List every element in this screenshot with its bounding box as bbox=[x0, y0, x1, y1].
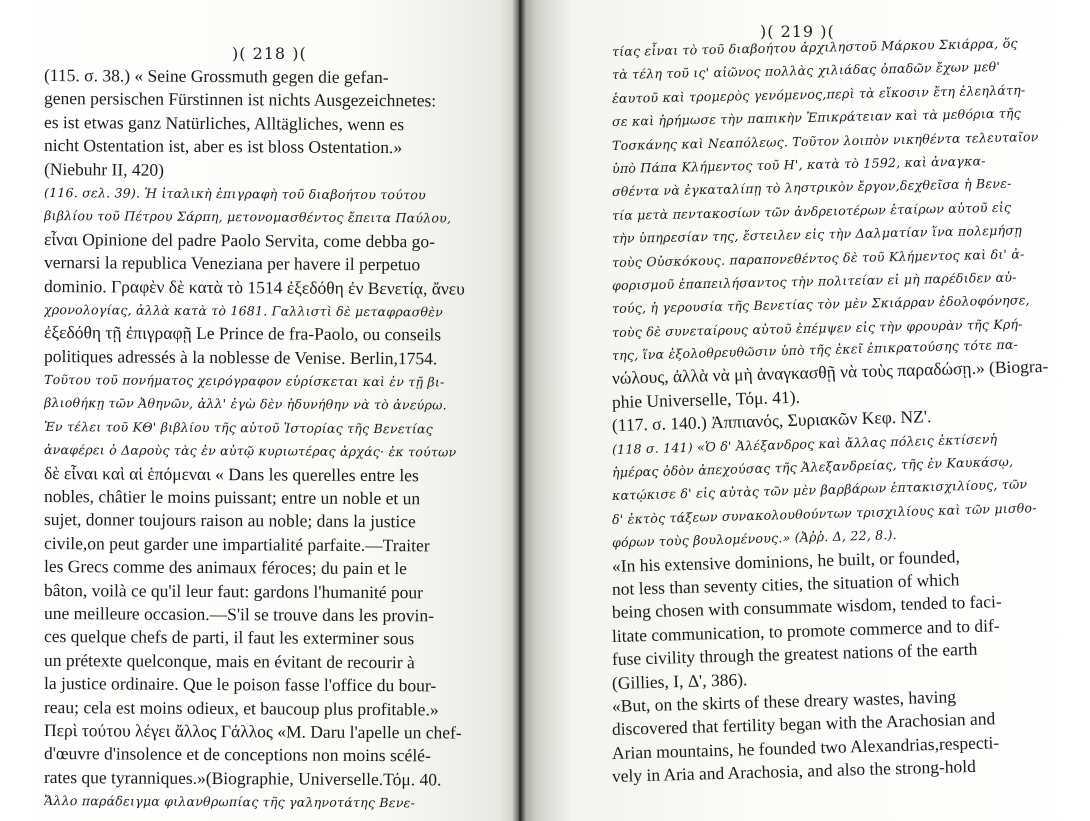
text-line: ἡμέρας ὁδὸν ἀπεχούσας τῆς Ἀλεξανδρείας, τῆς ἐν Καυκάσῳ, bbox=[611, 453, 1014, 481]
text-line: (Gillies, I, Δ', 386). bbox=[611, 668, 748, 693]
text-line: vernarsi la republica Veneziana per havere il perpetuo bbox=[43, 252, 421, 275]
text-line: νώλους, ἀλλὰ νὰ μὴ ἀναγκασθῇ νὰ τοὺς παραδώσῃ.» (Biogra- bbox=[611, 356, 1049, 389]
text-line: δὲ εἶναι καὶ αἱ ἑπόμεναι « Dans les querelles entre les bbox=[43, 462, 419, 485]
text-line: βλιοθήκῃ τῶν Ἀθηνῶν, ἀλλ' ἐγὼ δὲν ἠδυνήθην νὰ τὸ ἀνεύρω. bbox=[43, 395, 447, 413]
text-line: σθέντα νὰ ἐγκαταλίπῃ τὸ ληστρικὸν ἔργον,δεχθεῖσα ἡ Βενε- bbox=[611, 175, 1012, 200]
text-line: «But, on the skirts of these dreary wastes, having bbox=[611, 686, 957, 716]
text-line: σε καὶ ἠρήμωσε τὴν παπικὴν Ἐπικράτειαν καὶ τὰ μεθόρια τῆς bbox=[611, 105, 1022, 130]
text-line: τία μετὰ πεντακοσίων τῶν ἀνδρειοτέρων ἑταίρων αὐτοῦ εἰς bbox=[611, 199, 1012, 223]
text-line: sujet, donner toujours raison au noble; dans la justice bbox=[43, 509, 416, 532]
text-line: dominio. Γραφὲν δὲ κατὰ τὸ 1514 ἐξεδόθη ἐν Βενετίᾳ, ἄνευ bbox=[43, 275, 465, 299]
text-line: discovered that fertility began with the Arachosian and bbox=[611, 708, 996, 740]
text-line: (116. σελ. 39). Ἡ ἰταλικὴ ἐπιγραφὴ τοῦ διαβοήτου τούτου bbox=[43, 184, 426, 203]
text-line: (117. σ. 140.) Ἀππιανός, Συριακῶν Κεφ. ΝΖ'. bbox=[611, 406, 932, 436]
text-line: ἐξεδόθη τῇ ἐπιγραφῇ Le Prince de fra-Paolo, ou conseils bbox=[43, 322, 442, 345]
text-line: (118 σ. 141) «Ὁ δ' Ἀλέξανδρος καὶ ἄλλας πόλεις ἐκτίσενἡ bbox=[611, 430, 998, 457]
text-line: nobles, châtier le moins puissant; entre un noble et un bbox=[43, 486, 421, 509]
text-line: les Grecs comme des animaux féroces; du pain et le bbox=[43, 556, 408, 579]
text-line: Τοσκάνης καὶ Νεαπόλεως. Τοῦτον λοιπὸν νικηθέντα τελευταῖον bbox=[611, 128, 1039, 153]
text-line: civile,on peut garder une impartialité parfaite.—Traiter bbox=[43, 532, 430, 556]
text-line: not less than seventy cities, the situation of which bbox=[611, 569, 960, 599]
text-line: (115. σ. 38.) « Seine Grossmuth gegen die gefan- bbox=[43, 65, 389, 88]
page-body-text bbox=[44, 64, 514, 813]
text-line: es ist etwas ganz Natürliches, Alltägliches, wenn es bbox=[43, 111, 405, 134]
text-line: ὑπὸ Πάπα Κλήμεντος τοῦ Η', κατὰ τὸ 1592, καὶ ἀναγκα- bbox=[611, 153, 986, 176]
text-line: ἑαυτοῦ καὶ τρομερὸς γενόμενος,περὶ τὰ εἴκοσιν ἔτη ἐλεηλάτη- bbox=[611, 82, 1026, 106]
text-line: un prétexte quelconque, mais en évitant de recourir à bbox=[43, 649, 415, 673]
page-number: )( 219 )( bbox=[760, 22, 835, 41]
text-line: being chosen with consummate wisdom, tended to faci- bbox=[611, 591, 1002, 623]
text-line: τοὺς δὲ συνεταίρους αὐτοῦ ἐπέμψεν εἰς τὴν φρουρὰν τῆς Κρή- bbox=[611, 316, 1023, 340]
text-line: ἀναφέρει ὁ Δαροὺς τὰς ἐν αὐτῷ κυριωτέρας ἀρχάς· ἐκ τούτων bbox=[43, 442, 457, 460]
text-line: Περὶ τούτου λέγει ἄλλος Γάλλος «M. Daru l'apelle un chef- bbox=[43, 719, 462, 743]
left-page bbox=[0, 0, 520, 821]
text-line: (Niebuhr II, 420) bbox=[43, 158, 165, 180]
text-line: bâton, voilà ce qu'il leur faut: gardons l'humanité pour bbox=[43, 579, 424, 602]
text-line: φόρων τοὺς βουλομένους.» (Ἀῤῥ. Δ, 22, 8.). bbox=[611, 527, 898, 551]
text-line: χρονολογίας, ἀλλὰ κατὰ τὸ 1681. Γαλλιστὶ δὲ μεταφρασθὲν bbox=[43, 301, 444, 320]
text-line: τὴν ὑπηρεσίαν της, ἔστειλεν εἰς τὴν Δαλματίαν ἵνα πολεμήσῃ bbox=[611, 222, 1023, 247]
text-line: une meilleure occasion.—S'il se trouve dans les provin- bbox=[43, 602, 435, 626]
text-line: τοὺς Οὐσκόκους. παραπονεθέντος δὲ τοῦ Κλήμεντος καὶ δι' ἀ- bbox=[611, 245, 1025, 270]
text-line: ces quelque chefs de parti, il faut les exterminer sous bbox=[43, 626, 415, 649]
text-line: fuse civility through the greatest nations of the earth bbox=[611, 638, 978, 670]
page-number: )( 218 )( bbox=[232, 44, 307, 63]
text-line: τὰ τέλη τοῦ ις' αἰῶνος πολλὰς χιλιάδας ὀπαδῶν ἔχων μεθ' bbox=[611, 59, 1001, 83]
text-line: βιβλίου τοῦ Πέτρου Σάρπη, μετονομασθέντος ἔπειτα Παύλου, bbox=[43, 208, 452, 226]
text-line: Arian mountains, he founded two Alexandrias,respecti- bbox=[611, 731, 1000, 763]
text-line: Ἐν τέλει τοῦ ΚΘ' βιβλίου τῆς αὑτοῦ Ἱστορίας τῆς Βενετίας bbox=[43, 418, 434, 437]
text-line: politiques adressés à la noblesse de Venise. Berlin,1754. bbox=[43, 345, 438, 369]
text-line: φορισμοῦ ἐπαπειλήσαντος τὴν πολιτείαν εἰ μὴ παρέδιδεν αὐ- bbox=[611, 269, 1017, 293]
text-line: la justice ordinaire. Que le poison fasse l'office du bour- bbox=[43, 673, 437, 696]
right-page bbox=[520, 0, 1090, 821]
text-line: κατῴκισε δ' εἰς αὐτὰς τῶν μὲν βαρβάρων ἑπτακισχιλίους, τῶν bbox=[611, 476, 1028, 504]
text-line: rates que tyranniques.»(Biographie, Universelle.Τόμ. 40. bbox=[43, 766, 442, 790]
text-line: litate communication, to promote commerce and to dif- bbox=[611, 614, 1000, 646]
text-line: δ' ἐκτὸς τάξεων συνακολουθούντων τρισχιλίους καὶ τῶν μισθο- bbox=[611, 499, 1037, 527]
text-line: Ἄλλο παράδειγμα φιλανθρωπίας τῆς γαληνοτάτης Βενε- bbox=[43, 793, 416, 811]
text-line: τούς, ἡ γερουσία τῆς Βενετίας τὸν μὲν Σκιάρραν ἐδολοφόνησε, bbox=[611, 292, 1030, 317]
text-line: d'œuvre d'insolence et de conceptions non moins scélé- bbox=[43, 743, 431, 766]
text-line: reau; cela est moins odieux, et baucoup plus profitable.» bbox=[43, 696, 439, 719]
book-gutter-shadow bbox=[512, 0, 526, 821]
text-line: τίας εἶναι τὸ τοῦ διαβοήτου ἀρχιληστοῦ Μάρκου Σκιάρρα, ὅς bbox=[611, 35, 1018, 59]
page-body-text bbox=[611, 35, 1082, 789]
text-line: «In his extensive dominions, he built, or founded, bbox=[611, 545, 961, 576]
text-line: phie Universelle, Τόμ. 41). bbox=[611, 386, 801, 412]
text-line: εἶναι Opinione del padre Paolo Servita, come debba go- bbox=[43, 228, 436, 252]
text-line: της, ἵνα ἐξολοθρευθῶσιν ὑπὸ τῆς ἐκεῖ ἐπικρατούσης τότε πα- bbox=[611, 336, 1019, 364]
text-line: Τοῦτου τοῦ πονήματος χειρόγραφον εὑρίσκεται καὶ ἐν τῇ βι- bbox=[43, 372, 445, 390]
text-line: vely in Aria and Arachosia, and also the strong-hold bbox=[611, 755, 977, 787]
text-line: genen persischen Fürstinnen ist nichts Ausgezeichnetes: bbox=[43, 88, 437, 111]
text-line: nicht Ostentation ist, aber es ist bloss Ostentation.» bbox=[43, 135, 403, 158]
